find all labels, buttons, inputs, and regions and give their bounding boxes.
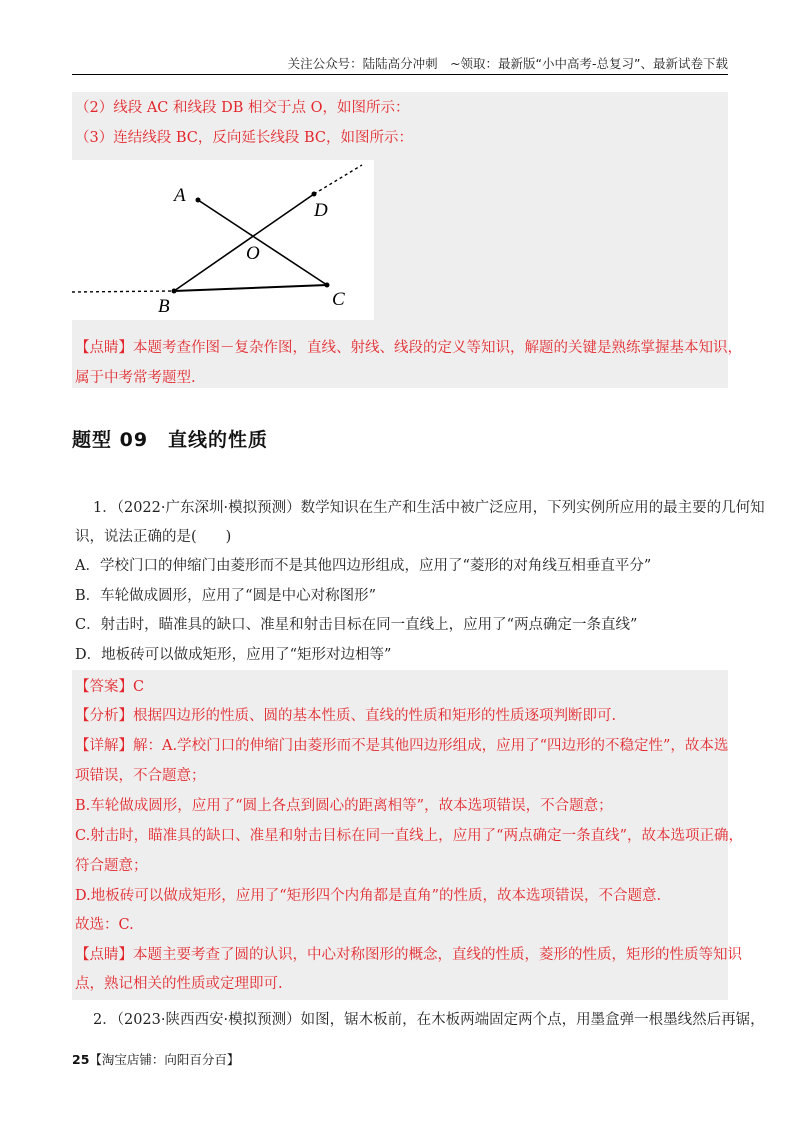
page-number: 25 [72,1052,90,1067]
answer-tag: 【答案】 [75,679,133,695]
analysis-text: 根据四边形的性质、圆的基本性质、直线的性质和矩形的性质逐项判断即可. [133,708,617,724]
point-d [312,192,317,197]
segment-bc [174,285,327,291]
figure-svg [72,160,374,320]
q1-detail-line4: C.射击时，瞄准具的缺口、准星和射击目标在同一直线上，应用了“两点确定一条直线”，故本选项正确， [75,828,744,844]
q1-option-b: B．车轮做成圆形，应用了“圆是中心对称图形” [75,588,376,604]
label-a: A [174,185,186,206]
segment-ac [198,200,327,285]
segment-bd [174,194,314,291]
detail-text: 解：A.学校门口的伸缩门由菱形而不是其他四边形组成，应用了“四边形的不稳定性”，故本选 [133,738,729,754]
solution-step-2: （2）线段 AC 和线段 DB 相交于点 O，如图所示： [75,100,410,116]
ray-extension-right [314,165,362,194]
dianjing-1-line2: 属于中考常考题型. [75,370,196,386]
label-c: C [332,289,345,310]
point-b [172,289,177,294]
answer-value: C [133,679,145,695]
q1-answer [75,677,144,697]
dianjing-text: 本题考查作图－复杂作图，直线、射线、线段的定义等知识，解题的关键是熟练掌握基本知识， [133,340,742,356]
point-a [196,198,201,203]
section-title: 题型 09 直线的性质 [72,429,269,451]
label-o: O [246,243,260,264]
q1-dianjing-line2: 点，熟记相关的性质或定理即可. [75,976,283,992]
q1-option-a: A．学校门口的伸缩门由菱形而不是其他四边形组成，应用了“菱形的对角线互相垂直平分” [75,558,652,574]
detail-tag: 【详解】 [75,738,133,754]
q1-analysis [75,706,616,726]
point-c [325,283,330,288]
q1-detail-line7: 故选：C. [75,917,134,933]
page-header: 关注公众号：陆陆高分冲刺 ~领取：最新版“小中高考-总复习”、最新试卷下载 [287,56,728,71]
q2-stem-line1: 2．（2023·陕西西安·模拟预测）如图，锯木板前，在木板两端固定两个点，用墨盒弹一根墨线然后再锯， [93,1012,765,1028]
q1-stem-line1: 1．（2022·广东深圳·模拟预测）数学知识在生产和生活中被广泛应用，下列实例所应用的最主要的几何知 [93,500,765,516]
solution-step-3: （3）连结线段 BC，反向延长线段 BC，如图所示： [75,130,413,146]
page-footer [72,1050,239,1068]
geometry-figure [72,160,374,320]
shop-label: 【淘宝店铺：向阳百分百】 [89,1052,240,1067]
q1-detail-line3: B.车轮做成圆形，应用了“圆上各点到圆心的距离相等”，故本选项错误，不合题意； [75,798,613,814]
q1-dianjing-text: 本题主要考查了圆的认识，中心对称图形的概念，直线的性质，菱形的性质，矩形的性质等知识 [133,947,742,963]
q1-option-c: C．射击时，瞄准具的缺口、准星和射击目标在同一直线上，应用了“两点确定一条直线” [75,617,638,633]
analysis-tag: 【分析】 [75,708,133,724]
label-d: D [314,200,328,221]
q1-detail-line5: 符合题意； [75,858,148,874]
header-divider [72,74,728,75]
label-b: B [158,296,170,317]
q1-option-d: D．地板砖可以做成矩形，应用了“矩形对边相等” [75,647,392,663]
q1-dianjing-tag: 【点睛】 [75,947,133,963]
q1-detail-line1 [75,736,728,756]
ray-extension-left [72,291,174,292]
q1-detail-line6: D.地板砖可以做成矩形，应用了“矩形四个内角都是直角”的性质，故本选项错误，不合题意. [75,888,662,904]
q1-dianjing-line1 [75,945,742,965]
q1-stem-line2: 识，说法正确的是( ) [75,529,232,545]
dianjing-1 [75,338,742,358]
q1-detail-line2: 项错误，不合题意； [75,768,206,784]
dianjing-tag: 【点睛】 [75,340,133,356]
